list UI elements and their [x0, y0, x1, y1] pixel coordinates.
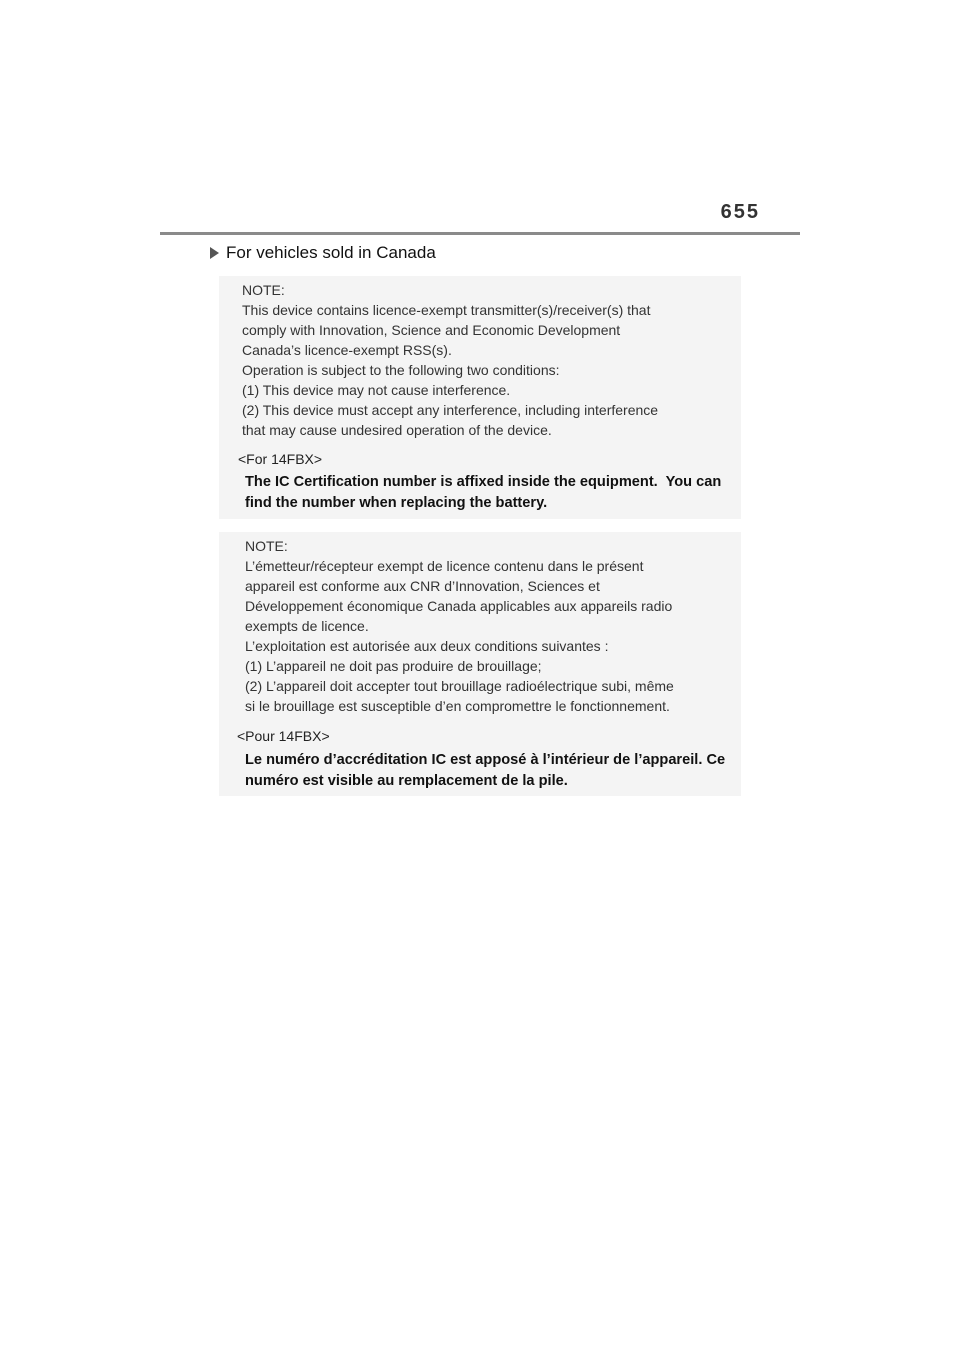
section-heading-text: For vehicles sold in Canada: [226, 243, 436, 262]
notice-line: comply with Innovation, Science and Economic Development: [242, 322, 621, 338]
notice-line: (1) This device may not cause interference.: [242, 382, 511, 398]
notice-french: [219, 532, 741, 796]
header-rule: [160, 232, 800, 235]
notice-line: that may cause undesired operation of the device.: [242, 422, 552, 438]
page-number: 655: [720, 201, 760, 223]
section-heading: [210, 243, 436, 263]
notice-line: L’exploitation est autorisée aux deux conditions suivantes :: [245, 638, 609, 654]
notice-line: (2) This device must accept any interference, including interference: [242, 402, 659, 418]
variant-line: numéro est visible au remplacement de la pile.: [245, 773, 568, 789]
variant-label: <For 14FBX>: [238, 451, 323, 467]
notice-line: NOTE:: [242, 282, 285, 298]
notice-line: Développement économique Canada applicables aux appareils radio: [245, 598, 673, 614]
notice-line: Canada’s licence-exempt RSS(s).: [242, 342, 452, 358]
notice-line: NOTE:: [245, 538, 288, 554]
variant-line: Le numéro d’accréditation IC est apposé à l’intérieur de l’appareil. Ce: [245, 752, 726, 768]
triangle-right-icon: [210, 247, 219, 259]
variant-label: <Pour 14FBX>: [237, 728, 330, 744]
variant-line: The IC Certification number is affixed inside the equipment. You can: [245, 474, 722, 490]
notice-line: appareil est conforme aux CNR d’Innovation, Sciences et: [245, 578, 600, 594]
notice-line: si le brouillage est susceptible d’en compromettre le fonctionnement.: [245, 698, 670, 714]
notice-line: Operation is subject to the following two conditions:: [242, 362, 560, 378]
notice-line: exempts de licence.: [245, 618, 369, 634]
notice-line: L’émetteur/récepteur exempt de licence contenu dans le présent: [245, 558, 644, 574]
notice-line: (2) L’appareil doit accepter tout brouillage radioélectrique subi, même: [245, 678, 674, 694]
variant-line: find the number when replacing the battery.: [245, 495, 548, 511]
notice-line: This device contains licence-exempt transmitter(s)/receiver(s) that: [242, 302, 651, 318]
notice-english: [219, 276, 741, 519]
notice-line: (1) L’appareil ne doit pas produire de brouillage;: [245, 658, 542, 674]
